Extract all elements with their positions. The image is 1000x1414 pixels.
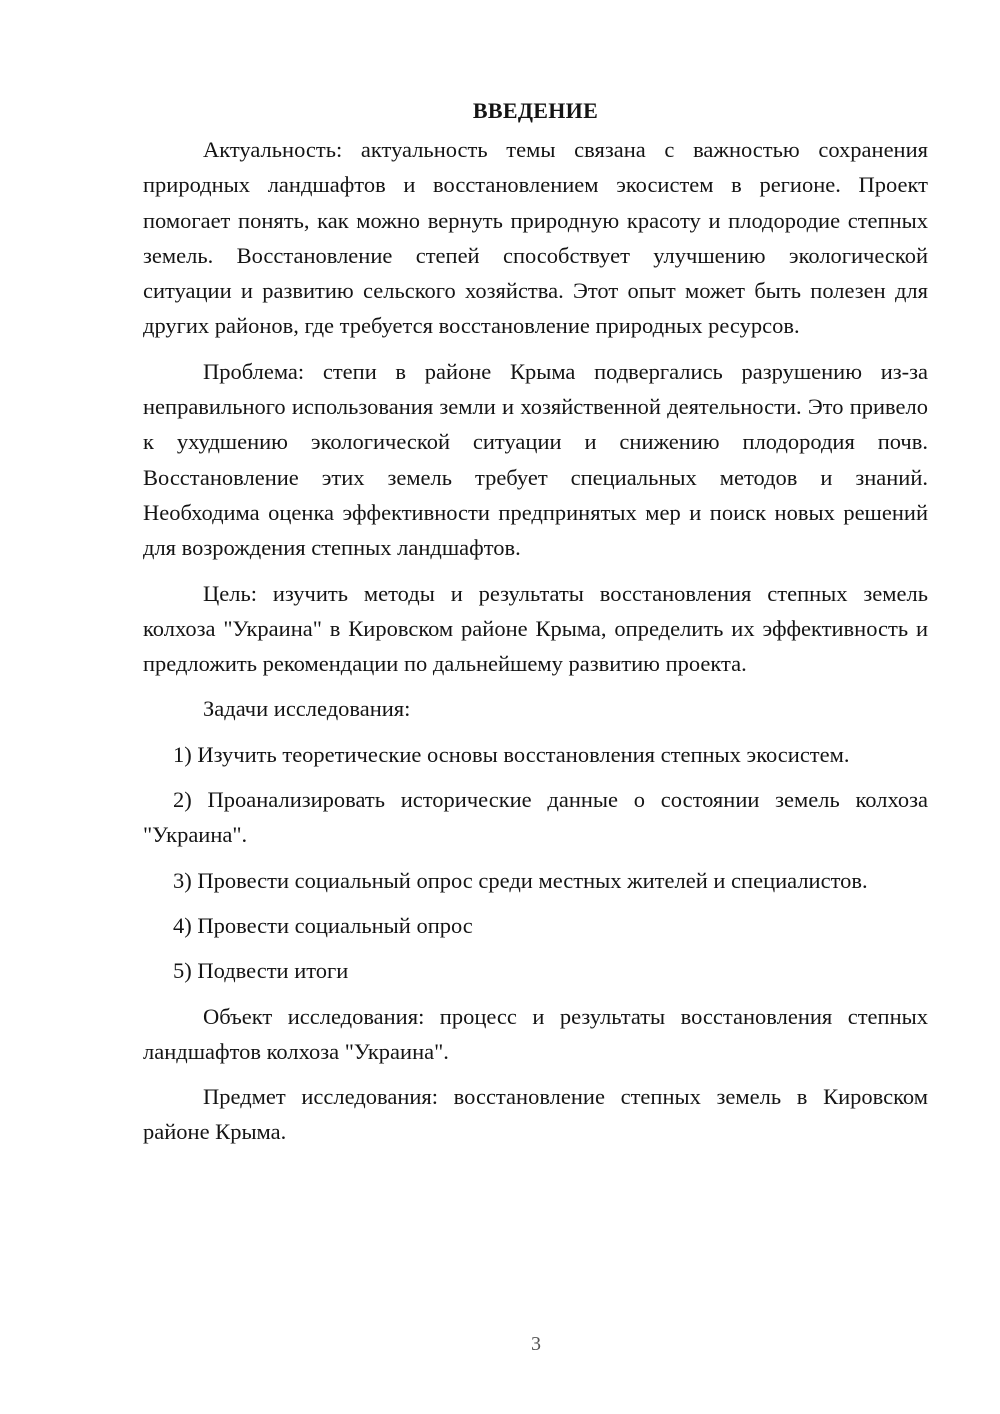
tasks-heading: Задачи исследования: xyxy=(203,696,411,722)
goal-paragraph: Цель: изучить методы и результаты восстановления степных земель колхоза "Украина" в Кировском районе Крыма, определить их эффективность и предложить рекомендации по дальнейшему развитию проекта. xyxy=(143,580,928,677)
document-title: ВВЕДЕНИЕ xyxy=(472,98,599,123)
task-item-4: 4) Провести социальный опрос xyxy=(173,912,473,938)
object-paragraph: Объект исследования: процесс и результаты восстановления степных ландшафтов колхоза "Украина". xyxy=(143,1003,928,1064)
task-item-3: 3) Провести социальный опрос среди местных жителей и специалистов. xyxy=(173,867,868,893)
page-number: 3 xyxy=(531,1333,541,1355)
document-page xyxy=(143,96,928,1160)
task-item-1: 1) Изучить теоретические основы восстановления степных экосистем. xyxy=(173,741,850,767)
subject-paragraph: Предмет исследования: восстановление степных земель в Кировском районе Крыма. xyxy=(143,1084,928,1145)
task-item-2: 2) Проанализировать исторические данные о состоянии земель колхоза "Украина". xyxy=(143,787,928,848)
relevance-paragraph: Актуальность: актуальность темы связана с важностью сохранения природных ландшафтов и восстановлением экосистем в регионе. Проект помогает понять, как можно вернуть природную красоту и плодородие степных земель. Восстановление степей способствует улучшению экологической ситуации и развитию сельского хозяйства. Этот опыт может быть полезен для других районов, где требуется восстановление природных ресурсов. xyxy=(143,137,928,339)
problem-paragraph: Проблема: степи в районе Крыма подвергались разрушению из-за неправильного использования земли и хозяйственной деятельности. Это привело к ухудшению экологической ситуации и снижению плодородия почв. Восстановление этих земель требует специальных методов и знаний. Необходима оценка эффективности предпринятых мер и поиск новых решений для возрождения степных ландшафтов. xyxy=(143,358,928,561)
task-item-5: 5) Подвести итоги xyxy=(173,958,349,984)
